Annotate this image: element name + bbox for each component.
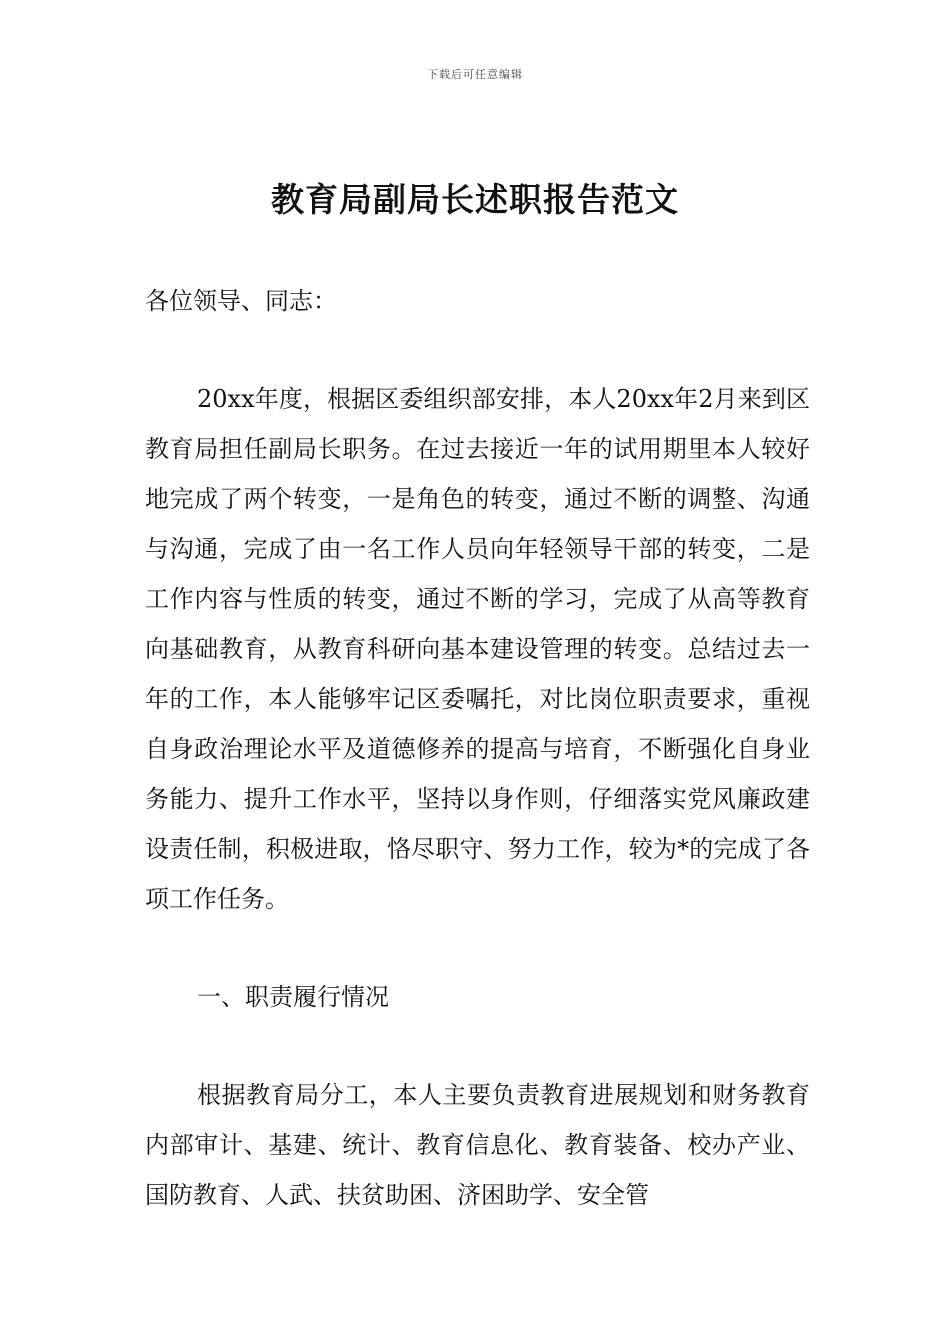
header-note: 下载后可任意编辑 (427, 68, 523, 81)
paragraph-intro: 20xx年度，根据区委组织部安排，本人20xx年2月来到区教育局担任副局长职务。在过去接近一年的试用期里本人较好地完成了两个转变，一是角色的转变，通过不断的调整、沟通与沟通，完成了由一名工作人员向年轻领导干部的转变，二是工作内容与性质的转变，通过不断的学习，完成了从高等教育向基础教育，从教育科研向基本建设管理的转变。总结过去一年的工作，本人能够牢记区委嘱托，对比岗位职责要求，重视自身政治理论水平及道德修养的提高与培育，不断强化自身业务能力、提升工作水平，坚持以身作则，仔细落实党风廉政建设责任制，积极进取，恪尽职守、努力工作，较为*的完成了各项工作任务。 (145, 385, 810, 913)
paragraph-duties: 根据教育局分工，本人主要负责教育进展规划和财务教育内部审计、基建、统计、教育信息化、教育装备、校办产业、国防教育、人武、扶贫助困、济困助学、安全管 (145, 1081, 810, 1209)
section-heading-duties: 一、职责履行情况 (197, 983, 389, 1011)
salutation: 各位领导、同志： (145, 287, 337, 315)
document-title: 教育局副局长述职报告范文 (271, 180, 679, 219)
